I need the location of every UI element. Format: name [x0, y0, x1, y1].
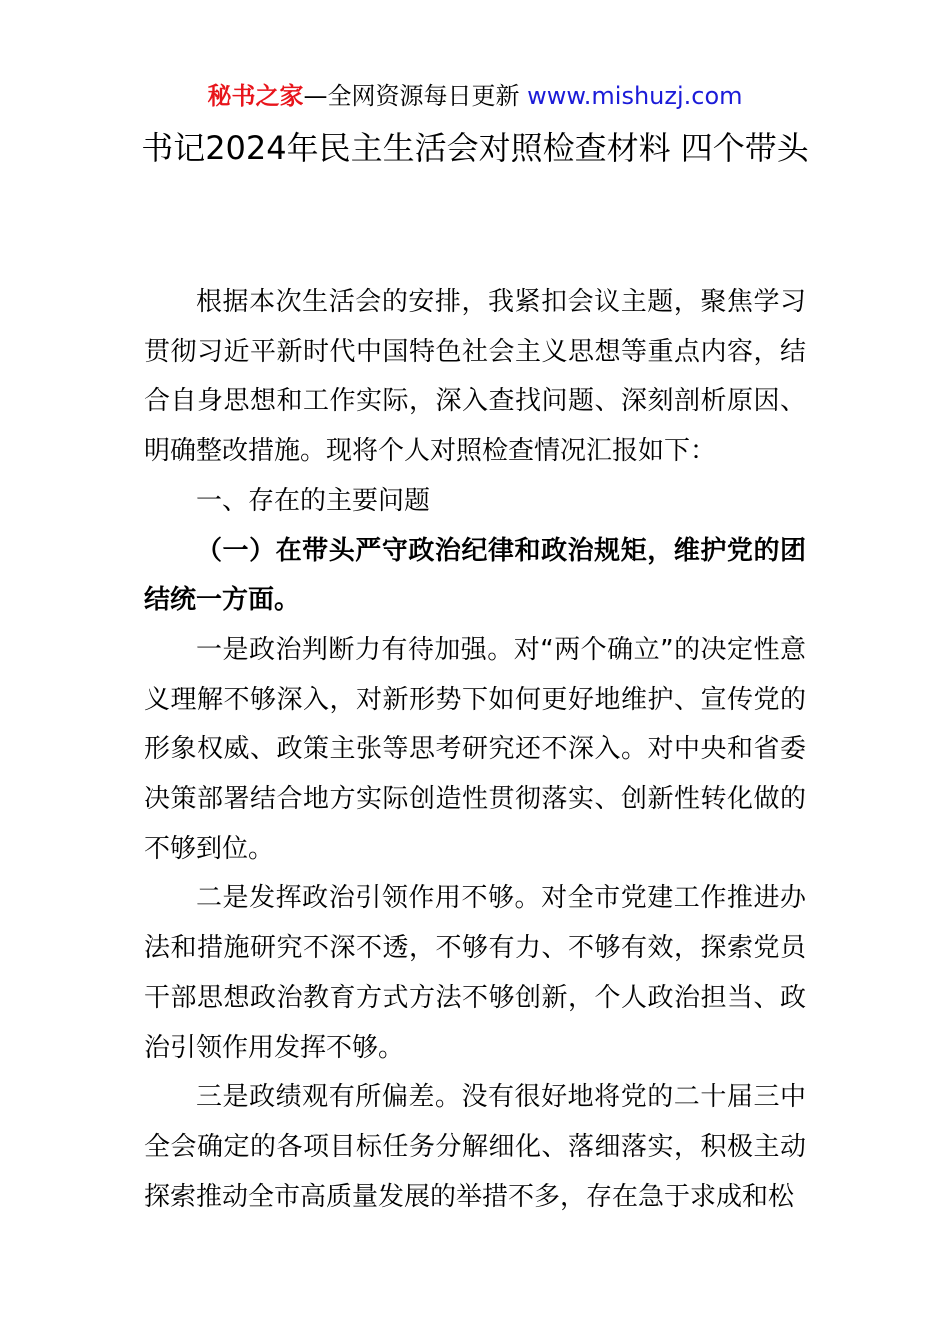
paragraph-point-2: 二是发挥政治引领作用不够。对全市党建工作推进办法和措施研究不深不透，不够有力、不够有效，探索党员干部思想政治教育方式方法不够创新，个人政治担当、政治引领作用发挥不够。 — [144, 883, 806, 1063]
document-body — [144, 278, 806, 1222]
site-header — [0, 80, 950, 112]
document-title: 书记2024年民主生活会对照检查材料 四个带头 — [141, 129, 809, 167]
paragraph-point-1: 一是政治判断力有待加强。对“两个确立”的决定性意义理解不够深入，对新形势下如何更好地维护、宣传党的形象权威、政策主张等思考研究还不深入。对中央和省委决策部署结合地方实际创造性贯彻落实、创新性转化做的不够到位。 — [144, 634, 806, 864]
site-url-link[interactable]: www.mishuzj.com — [527, 82, 743, 110]
paragraph-point-3: 三是政绩观有所偏差。没有很好地将党的二十届三中全会确定的各项目标任务分解细化、落细落实，积极主动探索推动全市高质量发展的举措不多，存在急于求成和松 — [144, 1082, 806, 1212]
paragraph-intro: 根据本次生活会的安排，我紧扣会议主题，聚焦学习贯彻习近平新时代中国特色社会主义思想等重点内容，结合自身思想和工作实际，深入查找问题、深刻剖析原因、明确整改措施。现将个人对照检查情况汇报如下： — [144, 287, 806, 467]
site-tagline: —全网资源每日更新 — [303, 82, 528, 110]
section-heading: 一、存在的主要问题 — [196, 485, 431, 516]
site-name: 秘书之家 — [207, 82, 304, 110]
subsection-heading: （一）在带头严守政治纪律和政治规矩，维护党的团结统一方面。 — [144, 535, 806, 616]
